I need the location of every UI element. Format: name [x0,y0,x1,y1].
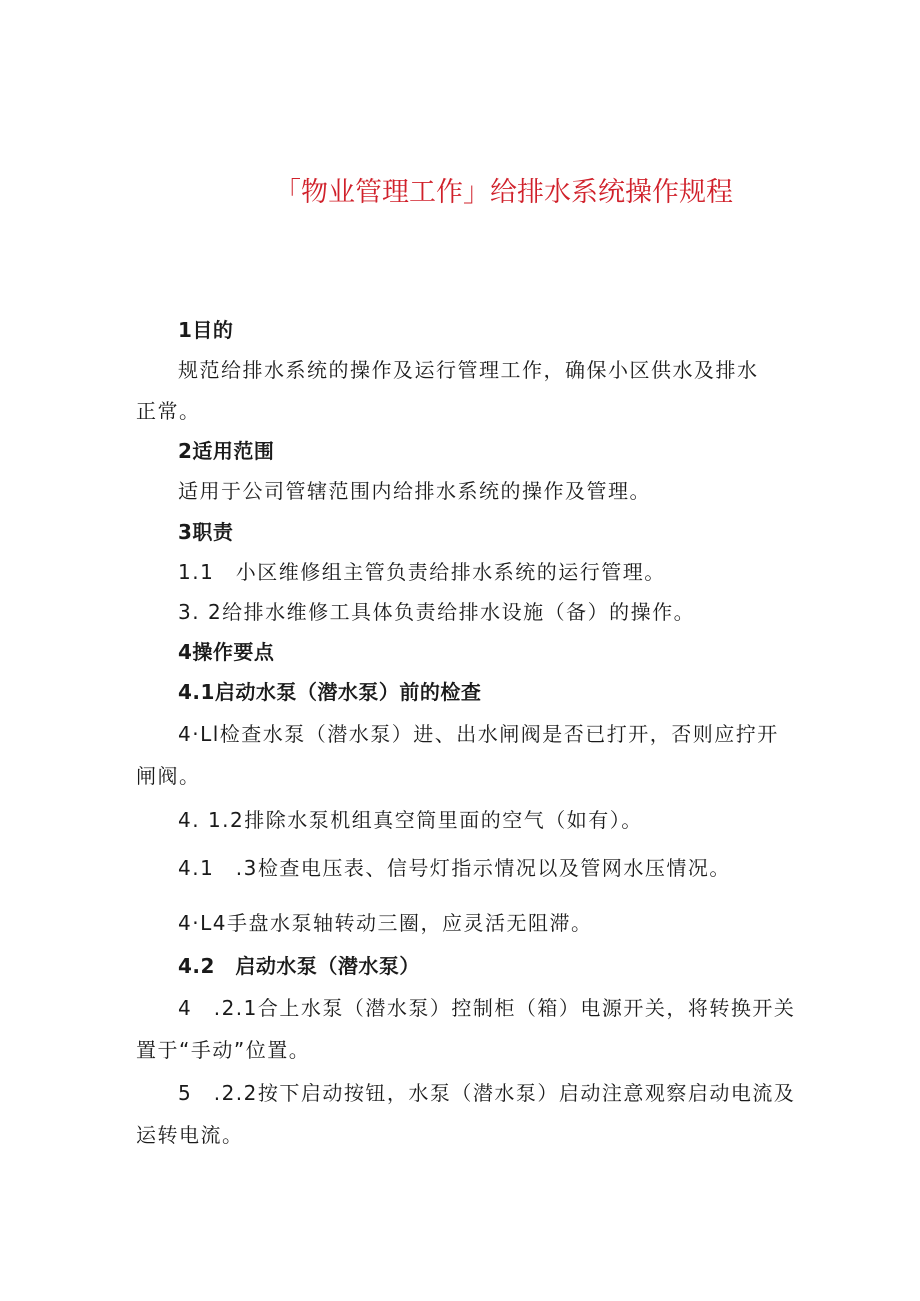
subsection-heading-start-pump: 4.2 启动水泵（潜水泵） [178,954,420,978]
paragraph-line: 正常。 [136,399,201,423]
section-heading-scope: 2适用范围 [178,439,275,463]
subsection-heading-pre-start-check: 4.1启动水泵（潜水泵）前的检查 [178,680,482,704]
paragraph-line: 运转电流。 [136,1123,244,1147]
section-heading-purpose: 1目的 [178,318,234,342]
paragraph-line: 4 .2.1合上水泵（潜水泵）控制柜（箱）电源开关，将转换开关 [178,996,796,1020]
document-title: 「物业管理工作」给排水系统操作规程 [274,177,733,208]
paragraph-line: 4.1 .3检查电压表、信号灯指示情况以及管网水压情况。 [178,856,731,880]
paragraph-line: 5 .2.2按下启动按钮，水泵（潜水泵）启动注意观察启动电流及 [178,1081,796,1105]
section-heading-key-points: 4操作要点 [178,640,275,664]
paragraph-line: 1.1 小区维修组主管负责给排水系统的运行管理。 [178,560,666,584]
paragraph-line: 4·Ll检查水泵（潜水泵）进、出水闸阀是否已打开，否则应拧开 [178,722,779,746]
paragraph-line: 规范给排水系统的操作及运行管理工作，确保小区供水及排水 [178,358,759,382]
paragraph-line: 置于“手动”位置。 [136,1038,311,1062]
paragraph-line: 3. 2给排水维修工具体负责给排水设施（备）的操作。 [178,600,696,624]
paragraph-line: 闸阀。 [136,764,201,788]
paragraph-line: 4. 1.2排除水泵机组真空筒里面的空气（如有）。 [178,808,643,832]
section-heading-responsibilities: 3职责 [178,520,234,544]
paragraph-line: 适用于公司管辖范围内给排水系统的操作及管理。 [178,479,651,503]
paragraph-line: 4·L4手盘水泵轴转动三圈，应灵活无阻滞。 [178,911,593,935]
